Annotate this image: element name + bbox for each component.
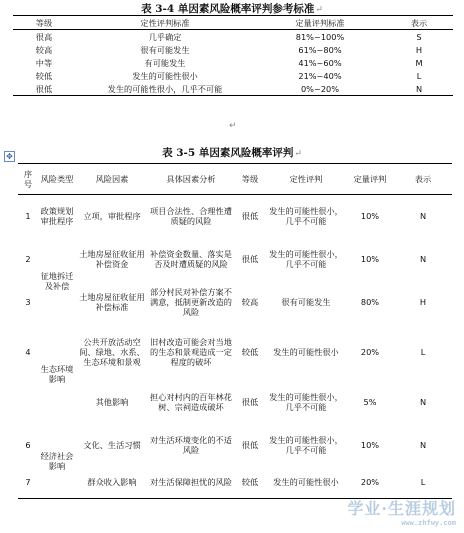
cell-quantitative: 20%: [360, 477, 380, 488]
cell-no: [18, 381, 38, 424]
paragraph-mark-icon: ↵: [294, 149, 302, 159]
risk-type-policy: 政策规划审批程序: [40, 206, 74, 227]
table2-caption: [0, 145, 464, 160]
cell: S: [416, 31, 422, 42]
table-row: [18, 238, 452, 281]
cell-symbol: N: [419, 397, 427, 407]
cell-qualitative: 发生的可能性很小: [273, 477, 339, 488]
table1-header-quantitative: 定量评判标准: [255, 16, 385, 30]
cell-level: 很低: [241, 211, 259, 222]
cell-qualitative: 发生的可能性很小，几乎不可能: [269, 249, 343, 269]
table-row: [18, 195, 452, 238]
cell-quantitative: 80%: [360, 297, 380, 307]
cell: 发生的可能性很小，几乎不可能: [107, 83, 223, 94]
cell-analysis: 项目合法性、合理性遭质疑的风险: [150, 206, 232, 227]
cell-qualitative: 发生的可能性很小，几乎不可能: [269, 206, 343, 227]
cell-level: 较高: [241, 297, 259, 307]
table2-caption-text: 表 3-5 单因素风险概率评判: [162, 147, 294, 159]
table1-risk-criteria: [13, 15, 453, 96]
cell-quantitative: 10%: [360, 254, 380, 264]
cell-analysis: 对生活保障担忧的风险: [150, 477, 232, 488]
table2-header-row: [18, 164, 452, 195]
cell-no: 2: [25, 254, 31, 264]
table-row: [13, 30, 453, 44]
table-row: [18, 424, 452, 467]
cell-symbol: N: [419, 211, 427, 222]
cell-no: 3: [25, 297, 31, 307]
watermark-line2: www.zhfwy.com: [401, 519, 456, 527]
risk-type-social: 经济社会影响: [40, 450, 74, 471]
cell-analysis: 对生活环境变化的不适风险: [150, 435, 232, 455]
table1-header-symbol: 表示: [385, 16, 453, 30]
cell: 几乎确定: [148, 31, 182, 42]
table-row: [18, 324, 452, 381]
cell: L: [416, 70, 422, 81]
paragraph-mark-icon: ↵: [229, 121, 237, 131]
paragraph-mark-icon: ↵: [315, 5, 323, 15]
risk-type-ecology: 生态环境影响: [40, 363, 74, 384]
cell-level: 很低: [241, 254, 259, 264]
cell-no: 7: [25, 477, 31, 488]
table2-header-no: 序号: [18, 164, 38, 195]
cell-symbol: H: [419, 297, 427, 307]
cell: 0%~20%: [300, 83, 340, 94]
table-row: [13, 43, 453, 56]
table-move-handle-icon[interactable]: ✥: [4, 151, 15, 162]
cell: 有可能发生: [144, 57, 186, 68]
cell-no: 6: [25, 440, 31, 450]
cell: 81%~100%: [295, 31, 345, 42]
cell-symbol: L: [420, 347, 426, 357]
table-row: [13, 82, 453, 96]
cell: 21%~40%: [298, 70, 342, 81]
table2-header-analysis: 具体因素分析: [148, 164, 234, 195]
table1-header-qualitative: 定性评判标准: [75, 16, 255, 30]
cell-factor: 土地房屋征收征用补偿资金: [79, 249, 145, 269]
cell: 61%~80%: [298, 44, 342, 55]
cell-qualitative: 发生的可能性很小，几乎不可能: [269, 435, 343, 455]
cell-no: 4: [25, 347, 31, 357]
cell-symbol: N: [419, 254, 427, 264]
cell-symbol: L: [420, 477, 426, 488]
table2-header-type: 风险类型: [38, 164, 76, 195]
table-row: [18, 467, 452, 499]
cell-factor: 土地房屋征收征用补偿标准: [79, 292, 145, 312]
table1-header-level: 等级: [13, 16, 75, 30]
watermark-line1: 学业·生涯规划: [347, 499, 456, 518]
cell-analysis: 担心对村内的百年林花树、宗祠造成破坏: [150, 392, 232, 412]
cell-quantitative: 20%: [360, 347, 380, 357]
cell-level: 较低: [241, 347, 259, 357]
cell-quantitative: 10%: [360, 211, 380, 222]
cell-factor: 公共开放活动空间、绿地、水系、生态环境和景观: [79, 337, 145, 367]
table1-caption-text: 表 3-4 单因素风险概率评判参考标准: [141, 3, 315, 15]
cell-symbol: N: [419, 440, 427, 450]
cell-analysis: 部分村民对补偿方案不满意，抵制更新改造的风险: [150, 287, 232, 317]
cell-factor: 群众收入影响: [87, 477, 137, 488]
cell: 较高: [35, 44, 53, 55]
cell: 较低: [35, 70, 53, 81]
cell-level: 很低: [241, 397, 259, 407]
cell-no: 1: [25, 211, 31, 222]
table2-header-symbol: 表示: [394, 164, 452, 195]
cell-qualitative: 发生的可能性很小: [273, 347, 339, 357]
cell-quantitative: 10%: [360, 440, 380, 450]
table2-risk-assessment: [18, 163, 452, 499]
cell-qualitative: 发生的可能性很小，几乎不可能: [269, 392, 343, 412]
table2-header-quantitative: 定量评判: [346, 164, 394, 195]
cell: 41%~60%: [298, 57, 342, 68]
table1-caption: [0, 1, 464, 16]
cell: 很有可能发生: [140, 44, 190, 55]
cell-level: 很低: [241, 440, 259, 450]
table-row: [13, 56, 453, 69]
table-row: [13, 69, 453, 82]
cell: H: [415, 44, 423, 55]
cell: M: [415, 57, 423, 68]
table2-header-level: 等级: [234, 164, 266, 195]
cell-analysis: 旧村改造可能会对当地的生态和景观造成一定程度的破坏: [150, 337, 232, 367]
cell-factor: 其他影响: [95, 397, 129, 407]
watermark-logo: [347, 496, 456, 527]
cell: 很低: [35, 83, 53, 94]
cell-factor: 立项，审批程序: [83, 211, 141, 222]
table-row: [18, 381, 452, 424]
table2-header-qualitative: 定性评判: [266, 164, 346, 195]
cell-quantitative: 5%: [363, 397, 377, 407]
cell-analysis: 补偿资金数量、落实是否及时遭质疑的风险: [150, 249, 232, 269]
cell: 很高: [35, 31, 53, 42]
cell: N: [415, 83, 423, 94]
cell-qualitative: 很有可能发生: [281, 297, 331, 307]
cell-factor: 文化、生活习惯: [83, 440, 141, 450]
table1-header-row: [13, 16, 453, 30]
cell: 中等: [35, 57, 53, 68]
table-row: [18, 281, 452, 324]
cell-level: 较低: [241, 477, 259, 488]
risk-type-land: 征地拆迁及补偿: [40, 270, 74, 291]
cell: 发生的可能性很小: [132, 70, 198, 81]
table2-header-factor: 风险因素: [76, 164, 148, 195]
